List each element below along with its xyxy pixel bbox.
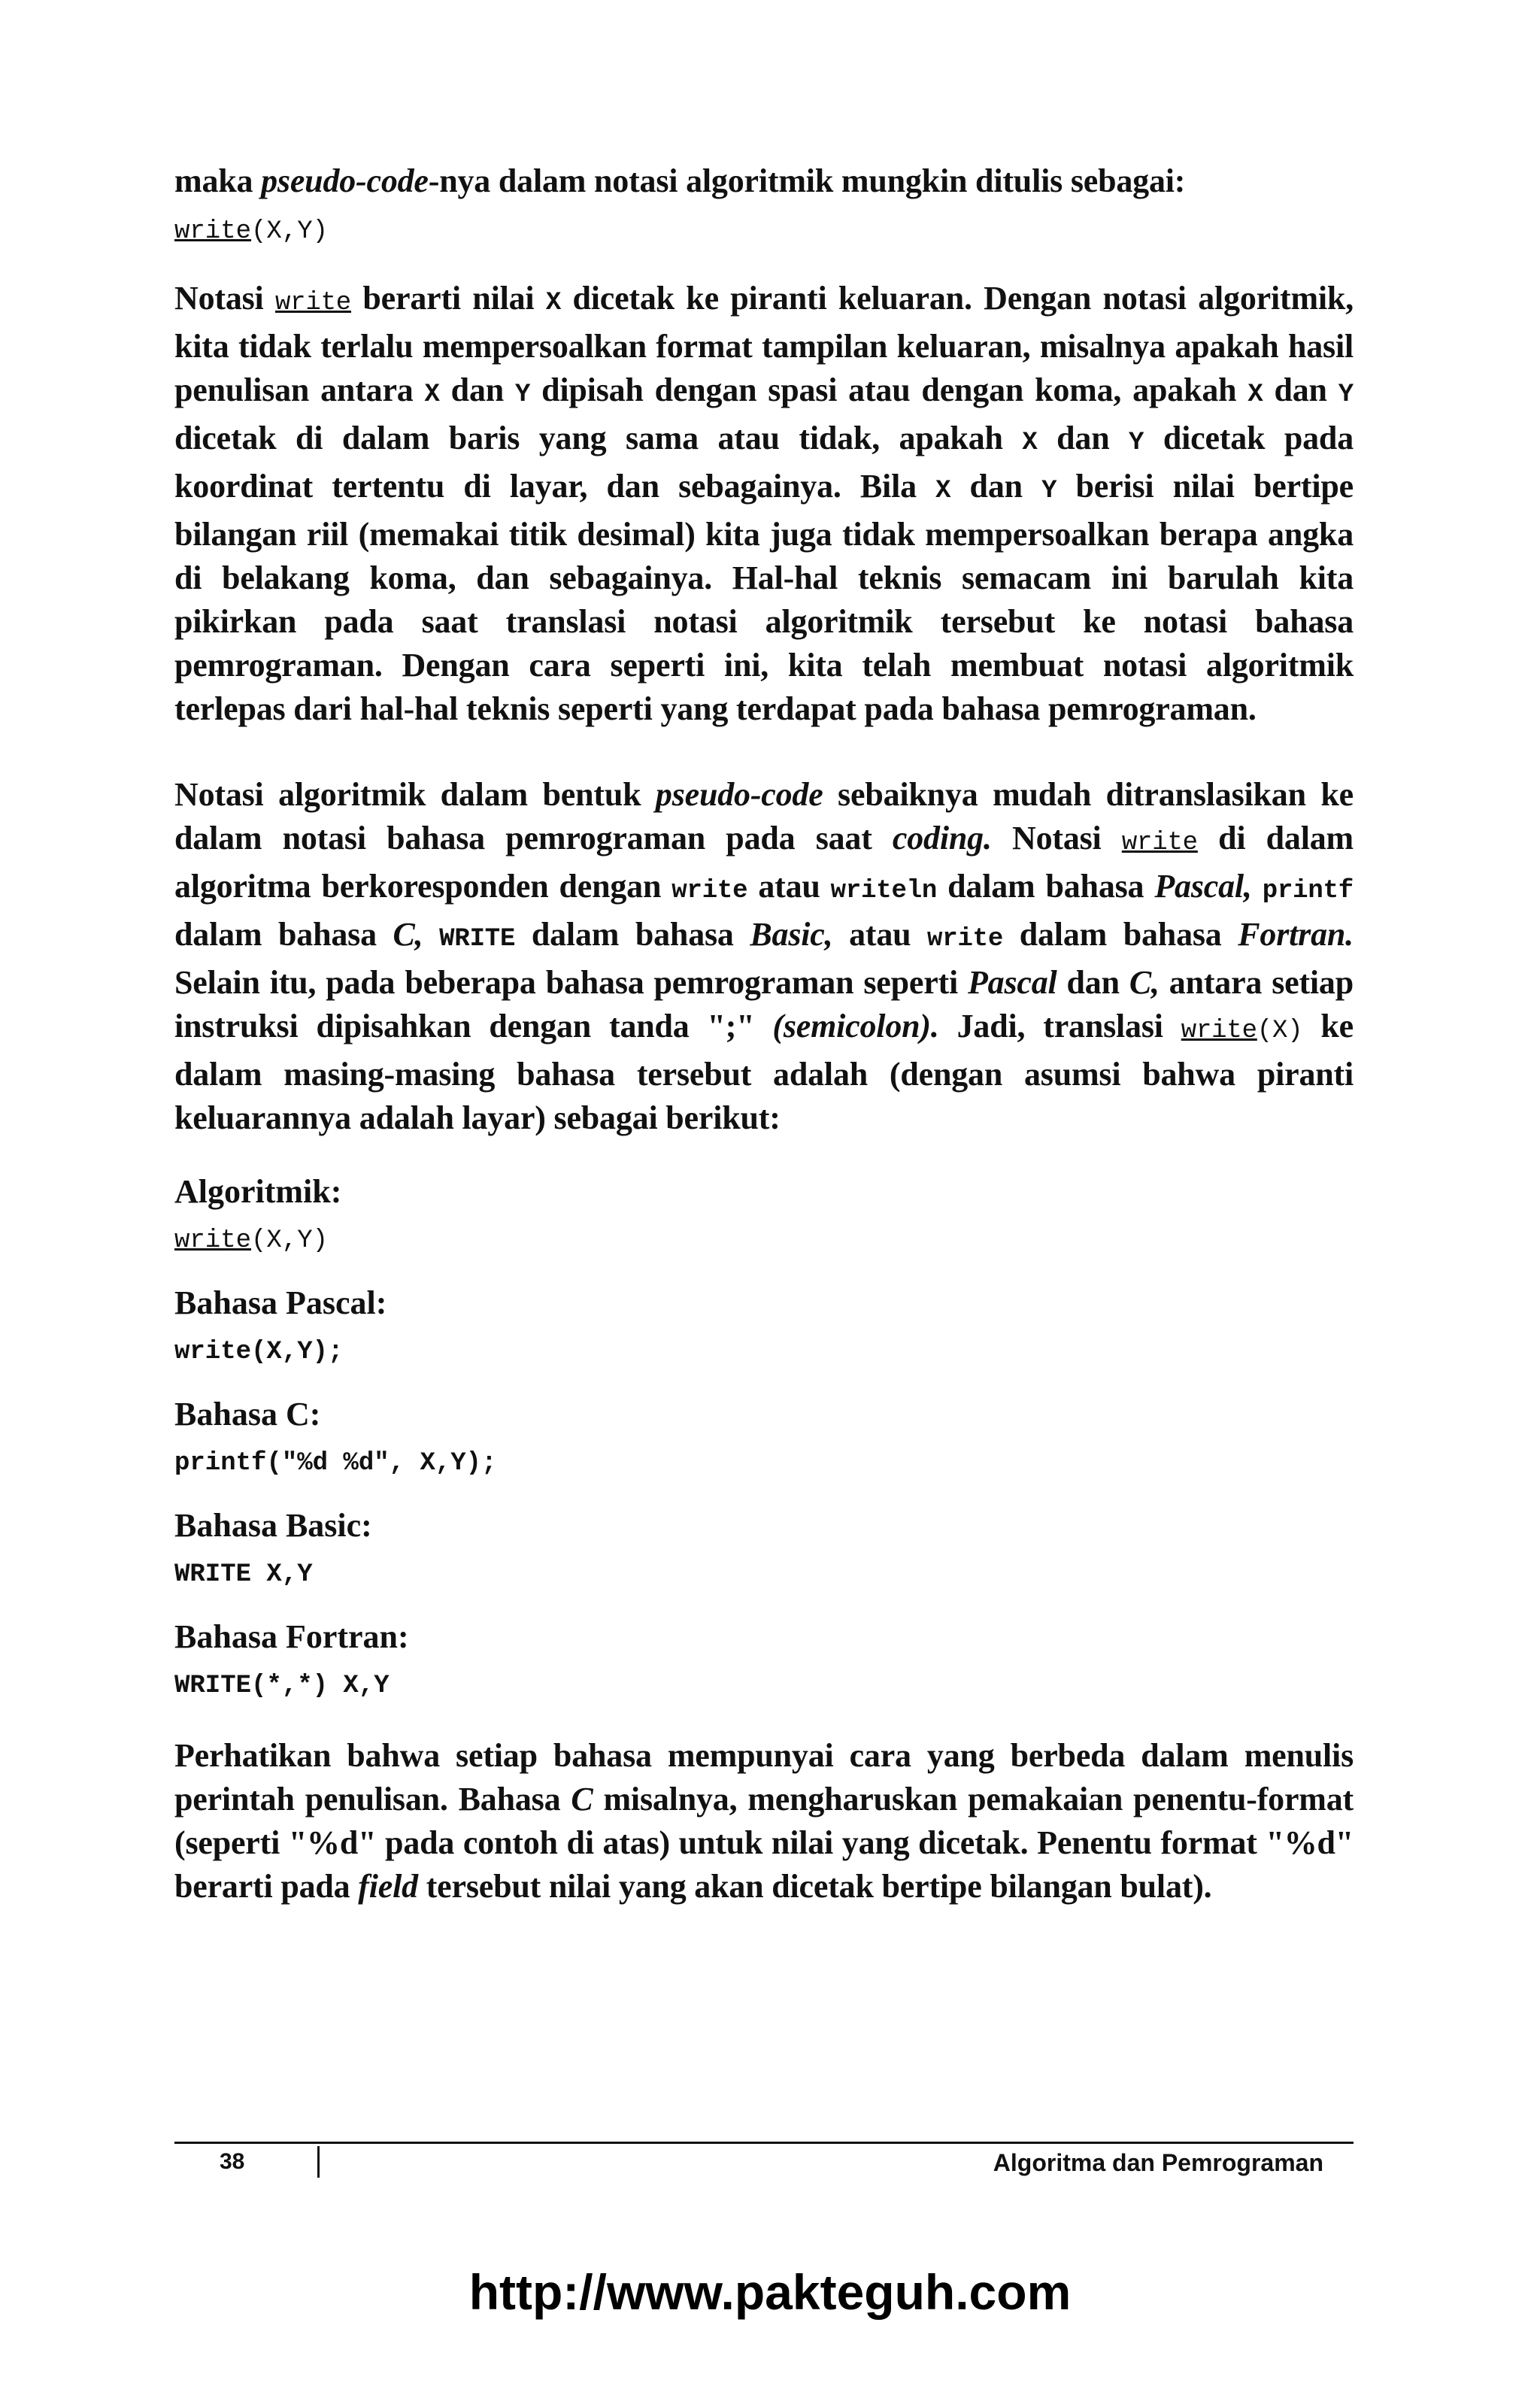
- example-label: Bahasa Fortran:: [174, 1618, 409, 1655]
- example-code: write(X,Y): [174, 1226, 329, 1255]
- example-pascal: [174, 1281, 1354, 1370]
- intro-lead: maka: [174, 162, 262, 199]
- inline-code: printf: [1262, 877, 1354, 905]
- page-footer: [174, 2142, 1354, 2184]
- inline-code: write: [274, 289, 351, 317]
- example-code: WRITE X,Y: [174, 1560, 313, 1589]
- paragraph-3: Perhatikan bahwa setiap bahasa mempunyai cara yang berbeda dalam menulis perintah penulisan. Bahasa C misalnya, mengharuskan pemakaian penentu-format (seperti "%d" pada contoh di atas) untuk nilai yang dicetak. Penentu format "%d" berarti pada field tersebut nilai yang akan dicetak bertipe bilangan bulat).: [174, 1737, 1354, 1905]
- paragraph-2: Notasi algoritmik dalam bentuk pseudo-code sebaiknya mudah ditranslasikan ke dalam notasi bahasa pemrograman pada saat coding. Notasi write di dalam algoritma berkoresponden dengan write atau writeln dalam bahasa Pascal, printf dalam bahasa C, WRITE dalam bahasa Basic, atau write dalam bahasa Fortran. Selain itu, pada beberapa bahasa pemrograman seperti Pascal dan C, antara setiap instruksi dipisahkan dengan tanda ";" (semicolon). Jadi, translasi write(X) ke dalam masing-masing bahasa tersebut adalah (dengan asumsi bahwa piranti keluarannya adalah layar) sebagai berikut:: [174, 776, 1354, 1136]
- intro-rest: -nya dalam notasi algoritmik mungkin ditulis sebagai:: [428, 162, 1186, 199]
- code-args: (X,Y): [251, 217, 329, 246]
- example-algoritmik: [174, 1170, 1354, 1259]
- inline-code: writeln: [830, 877, 938, 905]
- example-code: WRITE(*,*) X,Y: [174, 1672, 390, 1700]
- inline-code: write: [927, 925, 1004, 954]
- watermark-url: http://www.pakteguh.com: [468, 2264, 1072, 2320]
- example-label: Algoritmik:: [174, 1173, 342, 1210]
- paragraph-1: Notasi write berarti nilai X dicetak ke piranti keluaran. Dengan notasi algoritmik, kita tidak terlalu mempersoalkan format tampilan keluaran, misalnya apakah hasil penulisan antara X dan Y dipisah dengan spasi atau dengan koma, apakah X dan Y dicetak di dalam baris yang sama atau tidak, apakah X dan Y dicetak pada koordinat tertentu di layar, dan sebagainya. Bila X dan Y berisi nilai bertipe bilangan riil (memakai titik desimal) kita juga tidak mempersoalkan berapa angka di belakang koma, dan sebagainya. Hal-hal teknis semacam ini barulah kita pikirkan pada saat translasi notasi algoritmik tersebut ke notasi bahasa pemrograman. Dengan cara seperti ini, kita telah membuat notasi algoritmik terlepas dari hal-hal teknis seperti yang terdapat pada bahasa pemrograman.: [174, 280, 1354, 727]
- code-keyword: write: [174, 217, 252, 246]
- example-basic: [174, 1504, 1354, 1593]
- inline-code: WRITE: [439, 925, 516, 954]
- example-label: Bahasa Basic:: [174, 1507, 372, 1544]
- intro-emphasis: pseudo-code: [261, 162, 429, 199]
- example-label: Bahasa C:: [174, 1396, 321, 1433]
- footer-rule: [174, 2142, 1354, 2144]
- intro-line: [174, 159, 1354, 203]
- example-code: write(X,Y);: [174, 1338, 344, 1366]
- example-c: [174, 1393, 1354, 1481]
- example-label: Bahasa Pascal:: [174, 1284, 387, 1321]
- page-content: [174, 159, 1354, 1909]
- page-number: 38: [220, 2149, 245, 2174]
- intro-code: [174, 214, 1354, 250]
- inline-code: write: [671, 877, 748, 905]
- footer-divider: [317, 2146, 320, 2178]
- inline-code: write: [1121, 829, 1198, 857]
- example-fortran: [174, 1615, 1354, 1704]
- inline-code: write: [1181, 1017, 1257, 1045]
- example-code: printf("%d %d", X,Y);: [174, 1449, 497, 1478]
- book-title: Algoritma dan Pemrograman: [993, 2149, 1323, 2176]
